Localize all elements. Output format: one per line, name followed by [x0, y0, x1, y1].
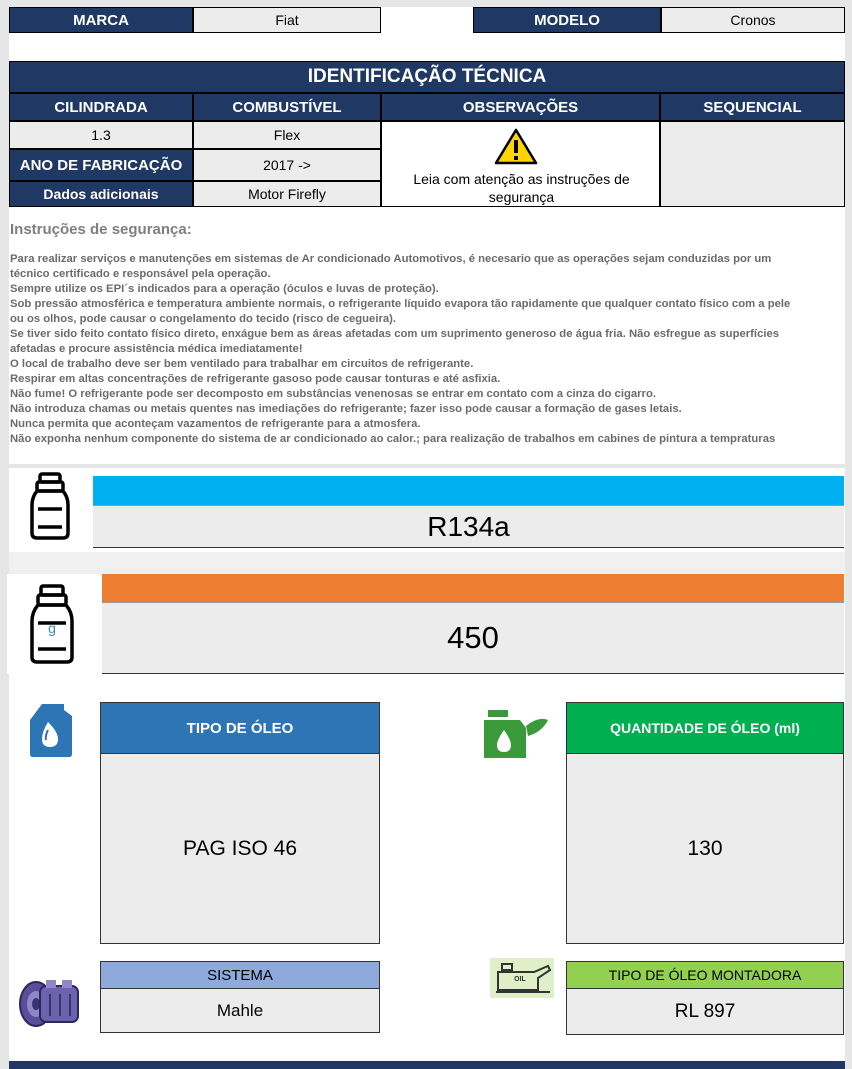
oil-can-icon [28, 702, 74, 758]
montadora-icon-text: OIL [514, 976, 526, 983]
dados-label: Dados adicionais [9, 181, 193, 207]
tipo-oleo-value: PAG ISO 46 [100, 754, 380, 944]
cilindrada-value: 1.3 [9, 121, 193, 149]
instrucoes-title: Instruções de segurança: [10, 221, 192, 238]
identificacao-title: IDENTIFICAÇÃO TÉCNICA [9, 61, 845, 93]
footer-bar [9, 1061, 845, 1069]
ano-label: ANO DE FABRICAÇÃO [9, 149, 193, 181]
montadora-value: RL 897 [566, 989, 844, 1035]
dados-value: Motor Firefly [193, 181, 381, 207]
instrucoes-line: técnico certificado e responsável pela operação. [10, 268, 271, 280]
instrucoes-line: Respirar em altas concentrações de refrigerante gasoso pode causar tonturas e até asfixia. [10, 373, 501, 385]
quantidade-oleo-value: 130 [566, 754, 844, 944]
observacoes-label: OBSERVAÇÕES [381, 93, 660, 121]
carga-color-bar [102, 574, 844, 602]
observacoes-text: Leia com atenção as instruções de segurança [413, 171, 630, 205]
instrucoes-line: Não exponha nenhum componente do sistema de ar condicionado ao calor.; para realização de trabalhos em cabines de pintura a tempraturas [10, 433, 776, 445]
quantidade-oleo-label: QUANTIDADE DE ÓLEO (ml) [566, 702, 844, 754]
marca-label: MARCA [9, 7, 193, 33]
frame-left [0, 0, 9, 1069]
tipo-oleo-label: TIPO DE ÓLEO [100, 702, 380, 754]
instrucoes-line: Nunca permita que aconteçam vazamentos de refrigerante para a atmosfera. [10, 418, 421, 430]
sequencial-label: SEQUENCIAL [660, 93, 845, 121]
marca-value: Fiat [193, 7, 381, 33]
instrucoes-text [10, 252, 844, 447]
instrucoes-line: Não fume! O refrigerante pode ser decomposto em substâncias venenosas se entrar em contato com a cinza do cigarro. [10, 388, 656, 400]
combustivel-label: COMBUSTÍVEL [193, 93, 381, 121]
sistema-value: Mahle [100, 989, 380, 1033]
observacoes-cell [381, 121, 660, 207]
section-divider [9, 552, 845, 574]
refrigerant-bottle-icon [28, 471, 72, 541]
instrucoes-line: Sob pressão atmosférica e temperatura ambiente normais, o refrigerante líquido evapora tão rapidamente que qualquer contato físico com a pele [10, 298, 791, 310]
instrucoes-line: Sempre utilize os EPI´s indicados para a operação (óculos e luvas de proteção). [10, 283, 439, 295]
sistema-label: SISTEMA [100, 961, 380, 989]
modelo-value: Cronos [661, 7, 845, 33]
oil-jug-icon [482, 706, 552, 760]
section-divider [9, 464, 845, 468]
instrucoes-line: Para realizar serviços e manutenções em sistemas de Ar condicionado Automotivos, é necesario que as operações sejam conduzidas por um [10, 253, 772, 265]
ano-value: 2017 -> [193, 149, 381, 181]
combustivel-value: Flex [193, 121, 381, 149]
instrucoes-line: Se tiver sido feito contato físico direto, enxágue bem as áreas afetadas com um suprimento generoso de água fria. Não esfregue as superfícies [10, 328, 780, 340]
compressor-icon [16, 972, 88, 1032]
frame-top [0, 0, 852, 7]
modelo-label: MODELO [473, 7, 661, 33]
cilindrada-label: CILINDRADA [9, 93, 193, 121]
refrigerante-value: R134a [93, 505, 844, 548]
montadora-label: TIPO DE ÓLEO MONTADORA [566, 961, 844, 989]
refrigerante-color-bar [93, 476, 844, 505]
instrucoes-line: ou os olhos, pode causar o congelamento do tecido (risco de cegueira). [10, 313, 397, 325]
carga-value: 450 [102, 602, 844, 674]
gram-icon-letter: g [48, 620, 56, 636]
instrucoes-line: O local de trabalho deve ser bem ventilado para trabalhar em circuitos de refrigerante. [10, 358, 474, 370]
warning-icon [494, 128, 538, 166]
instrucoes-line: Não introduza chamas ou metais quentes nas imediações do refrigerante; fazer isso pode causar a formação de gases letais. [10, 403, 682, 415]
frame-right [845, 0, 852, 1069]
sequencial-value [660, 121, 845, 207]
instrucoes-line: afetadas e procure assistência médica imediatamente! [10, 343, 303, 355]
